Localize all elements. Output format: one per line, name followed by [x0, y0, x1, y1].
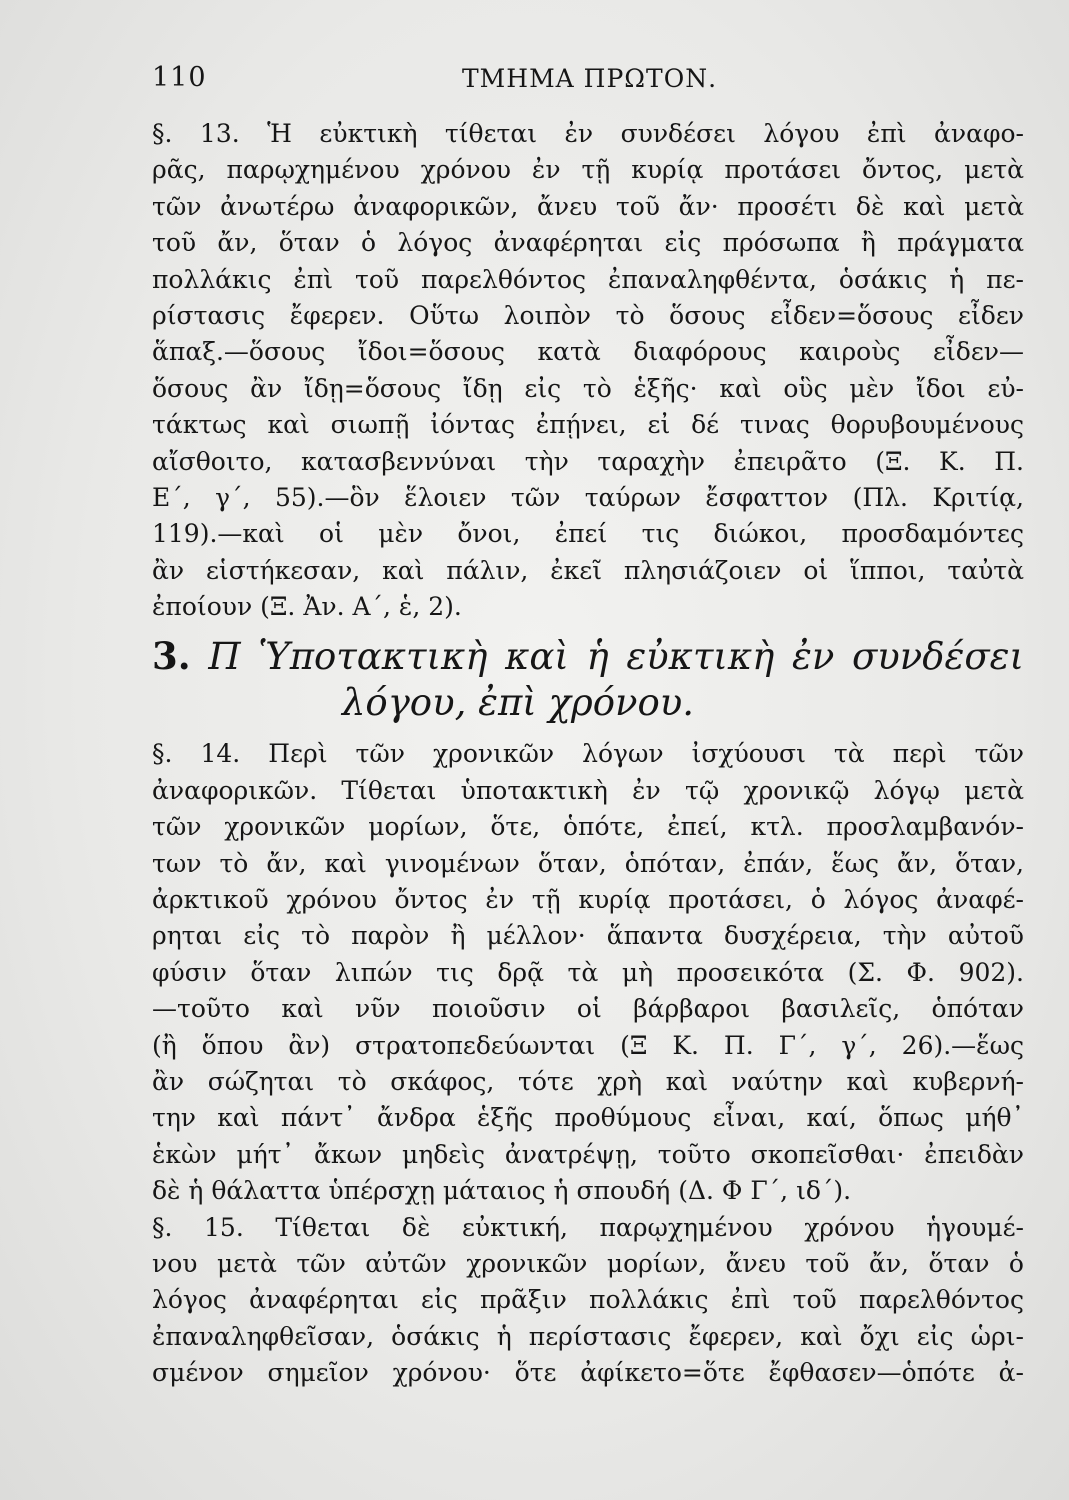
paragraph-section-14 — [152, 736, 1024, 1209]
text-line: ἂν εἱστήκεσαν, καὶ πάλιν, ἐκεῖ πλησιάζοιεν οἱ ἵπποι, ταὐτὰ — [152, 555, 1024, 585]
text-line: ἂν σώζηται τὸ σκάφος, τότε χρὴ καὶ ναύτην καὶ κυβερνή- — [152, 1066, 1024, 1096]
text-line: ἐποίουν (Ξ. Ἀν. Α΄, ἑ, 2). — [152, 592, 462, 622]
text-line: τάκτως καὶ σιωπῇ ἰόντας ἐπῄνει, εἰ δέ τινας θορυβουμένους — [152, 410, 1024, 440]
text-line: ρᾶς, παρῳχημένου χρόνου ἐν τῇ κυρίᾳ προτάσει ὄντος, μετὰ — [152, 155, 1024, 185]
text-line: των τὸ ἄν, καὶ γινομένων ὅταν, ὁπόταν, ἐπάν, ἕως ἄν, ὅταν, — [152, 848, 1024, 878]
text-line: Ε΄, γ΄, 55).—ὃν ἕλοιεν τῶν ταύρων ἔσφαττον (Πλ. Κριτίᾳ, — [152, 482, 1024, 512]
text-line: ἑκὼν μήτ᾽ ἄκων μηδεὶς ἀνατρέψῃ, τοῦτο σκοπεῖσθαι· ἐπειδὰν — [152, 1139, 1024, 1169]
text-line: §. 14. Περὶ τῶν χρονικῶν λόγων ἰσχύουσι τὰ περὶ τῶν — [152, 739, 1024, 769]
text-line: την καὶ πάντ᾽ ἄνδρα ἑξῆς προθύμους εἶναι, καί, ὅπως μήθ᾽ — [152, 1103, 1024, 1133]
heading-text-1: Π Ὑποτακτικὴ καὶ ἡ εὐκτικὴ ἐν συνδέσει — [208, 635, 1025, 679]
running-title: ΤΜΗΜΑ ΠΡΩΤΟΝ. — [462, 64, 718, 93]
text-line: φύσιν ὅταν λιπών τις δρᾷ τὰ μὴ προσεικότα (Σ. Φ. 902). — [152, 957, 1024, 987]
text-line: τῶν χρονικῶν μορίων, ὅτε, ὁπότε, ἐπεί, κτλ. προσλαμβανόν- — [152, 812, 1024, 842]
text-line: ἀρκτικοῦ χρόνου ὄντος ἐν τῇ κυρίᾳ προτάσει, ὁ λόγος ἀναφέ- — [152, 885, 1024, 915]
text-line: τοῦ ἄν, ὅταν ὁ λόγος ἀναφέρηται εἰς πρόσωπα ἢ πράγματα — [152, 228, 1024, 258]
text-line: λόγος ἀναφέρηται εἰς πρᾶξιν πολλάκις ἐπὶ τοῦ παρελθόντος — [152, 1285, 1024, 1315]
body-text — [152, 116, 1024, 1392]
text-line: ἀναφορικῶν. Τίθεται ὑποτακτικὴ ἐν τῷ χρονικῷ λόγῳ μετὰ — [152, 775, 1024, 805]
paragraph-section-13 — [152, 116, 1024, 625]
text-line: νου μετὰ τῶν αὐτῶν χρονικῶν μορίων, ἄνευ τοῦ ἄν, ὅταν ὁ — [152, 1248, 1024, 1278]
text-line: ἅπαξ.—ὅσους ἴδοι=ὅσους κατὰ διαφόρους καιροὺς εἶδεν— — [152, 337, 1024, 367]
page-header — [152, 62, 1024, 102]
text-line: ἐπαναληφθεῖσαν, ὁσάκις ἡ περίστασις ἔφερεν, καὶ ὄχι εἰς ὡρι- — [152, 1321, 1024, 1351]
page-number: 110 — [152, 62, 207, 93]
text-line: 119).—καὶ οἱ μὲν ὄνοι, ἐπεί τις διώκοι, προσδαμόντες — [152, 519, 1024, 549]
heading-number: 3. — [152, 634, 191, 679]
text-line: §. 13. Ἡ εὐκτικὴ τίθεται ἐν συνδέσει λόγου ἐπὶ ἀναφο- — [152, 119, 1024, 148]
heading-line-1 — [152, 633, 1024, 680]
text-line: σμένον σημεῖον χρόνου· ὅτε ἀφίκετο=ὅτε ἔφθασεν—ὁπότε ἀ- — [152, 1358, 1024, 1388]
section-heading — [152, 633, 1024, 726]
text-line: §. 15. Τίθεται δὲ εὐκτική, παρῳχημένου χρόνου ἡγουμέ- — [152, 1212, 1024, 1242]
text-line: (ἢ ὅπου ἂν) στρατοπεδεύωνται (Ξ Κ. Π. Γ΄, γ΄, 26).—ἕως — [152, 1030, 1024, 1060]
paragraph-section-15 — [152, 1210, 1024, 1392]
text-line: ὅσους ἂν ἴδῃ=ὅσους ἴδῃ εἰς τὸ ἑξῆς· καὶ οὓς μὲν ἴδοι εὐ- — [152, 373, 1024, 403]
text-line: πολλάκις ἐπὶ τοῦ παρελθόντος ἐπαναληφθέντα, ὁσάκις ἡ πε- — [152, 264, 1024, 294]
text-line: τῶν ἀνωτέρω ἀναφορικῶν, ἄνευ τοῦ ἄν· προσέτι δὲ καὶ μετὰ — [152, 191, 1024, 221]
text-line: αἴσθοιτο, κατασβεννύναι τὴν ταραχὴν ἐπειρᾶτο (Ξ. Κ. Π. — [152, 446, 1024, 476]
text-line: ρηται εἰς τὸ παρὸν ἢ μέλλον· ἅπαντα δυσχέρεια, τὴν αὐτοῦ — [152, 921, 1024, 951]
text-line: ρίστασις ἔφερεν. Οὕτω λοιπὸν τὸ ὅσους εἶδεν=ὅσους εἶδεν — [152, 300, 1024, 330]
text-line: δὲ ἡ θάλαττα ὑπέρσχῃ μάταιος ἡ σπουδή (Δ. Φ Γ΄, ιδ΄). — [152, 1176, 852, 1206]
text-line: —τοῦτο καὶ νῦν ποιοῦσιν οἱ βάρβαροι βασιλεῖς, ὁπόταν — [152, 994, 1024, 1024]
heading-line-2: λόγου, ἐπὶ χρόνου. — [341, 681, 695, 725]
